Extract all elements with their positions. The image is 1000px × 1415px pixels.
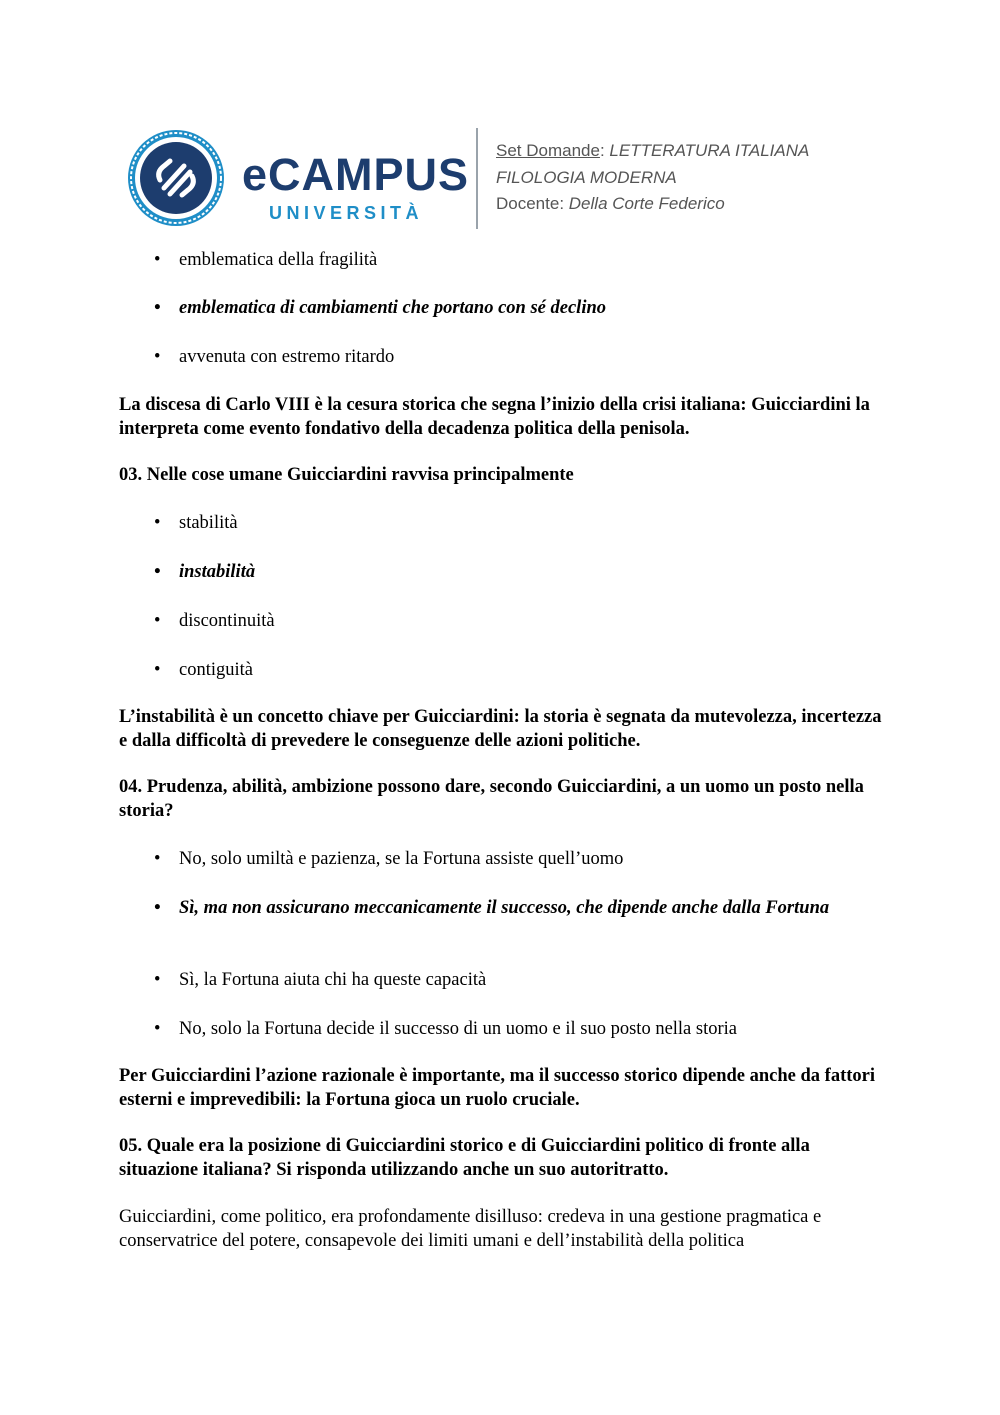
header-divider — [476, 128, 478, 229]
q3-explanation: L’instabilità è un concetto chiave per Guicciardini: la storia è segnata da mutevolezza, incertezza e dalla difficoltà di prevedere le conseguenze delle azioni politiche. — [119, 707, 882, 751]
q4-option: • Sì, la Fortuna aiuta chi ha queste capacità — [179, 969, 879, 992]
q2-explanation: La discesa di Carlo VIII è la cesura storica che segna l’inizio della crisi italiana: Guicciardini la interpreta come evento fondativo della decadenza politica della penisola. — [119, 395, 870, 439]
q2-option-correct: • emblematica di cambiamenti che portano con sé declino — [179, 297, 879, 320]
document-header — [126, 128, 886, 230]
set-label: Set Domande — [496, 141, 600, 160]
q4-question: 04. Prudenza, abilità, ambizione possono dare, secondo Guicciardini, a un uomo un posto nella storia? — [119, 777, 864, 821]
ecampus-logo — [126, 128, 470, 230]
q3-option: • discontinuità — [179, 610, 879, 633]
q3-question: 03. Nelle cose umane Guicciardini ravvisa principalmente — [119, 465, 574, 485]
course-name: FILOLOGIA MODERNA — [496, 167, 677, 187]
header-meta — [496, 138, 809, 218]
q3-option: • contiguità — [179, 659, 879, 682]
brand-subtitle: UNIVERSITÀ — [269, 203, 424, 223]
q2-option: • avvenuta con estremo ritardo — [179, 346, 879, 369]
q3-option: • stabilità — [179, 512, 879, 535]
set-value: LETTERATURA ITALIANA — [609, 141, 810, 160]
teacher-label: Docente — [496, 194, 560, 213]
set-line: Set Domande: LETTERATURA ITALIANA — [496, 141, 810, 160]
course-line — [496, 165, 809, 192]
teacher-name: Della Corte Federico — [568, 194, 725, 213]
q4-option-correct: • Sì, ma non assicurano meccanicamente il successo, che dipende anche dalla Fortuna — [179, 897, 879, 920]
q5-question: 05. Quale era la posizione di Guicciardini storico e di Guicciardini politico di fronte alla situazione italiana? Si risponda utilizzando anche un suo autoritratto. — [119, 1136, 810, 1180]
q2-option: • emblematica della fragilità — [179, 249, 879, 272]
q4-option: • No, solo umiltà e pazienza, se la Fortuna assiste quell’uomo — [179, 848, 879, 871]
teacher-line: Docente: Della Corte Federico — [496, 194, 725, 213]
q5-answer: Guicciardini, come politico, era profondamente disilluso: credeva in una gestione pragmatica e conservatrice del potere, consapevole dei limiti umani e dell’instabilità della politica — [119, 1207, 822, 1251]
q4-explanation: Per Guicciardini l’azione razionale è importante, ma il successo storico dipende anche da fattori esterni e imprevedibili: la Fortuna gioca un ruolo cruciale. — [119, 1066, 875, 1110]
brand-name: eCAMPUS — [242, 149, 470, 200]
q3-option-correct: • instabilità — [179, 561, 879, 584]
q4-option: • No, solo la Fortuna decide il successo di un uomo e il suo posto nella storia — [179, 1018, 879, 1041]
ecampus-seal-icon — [126, 128, 226, 228]
